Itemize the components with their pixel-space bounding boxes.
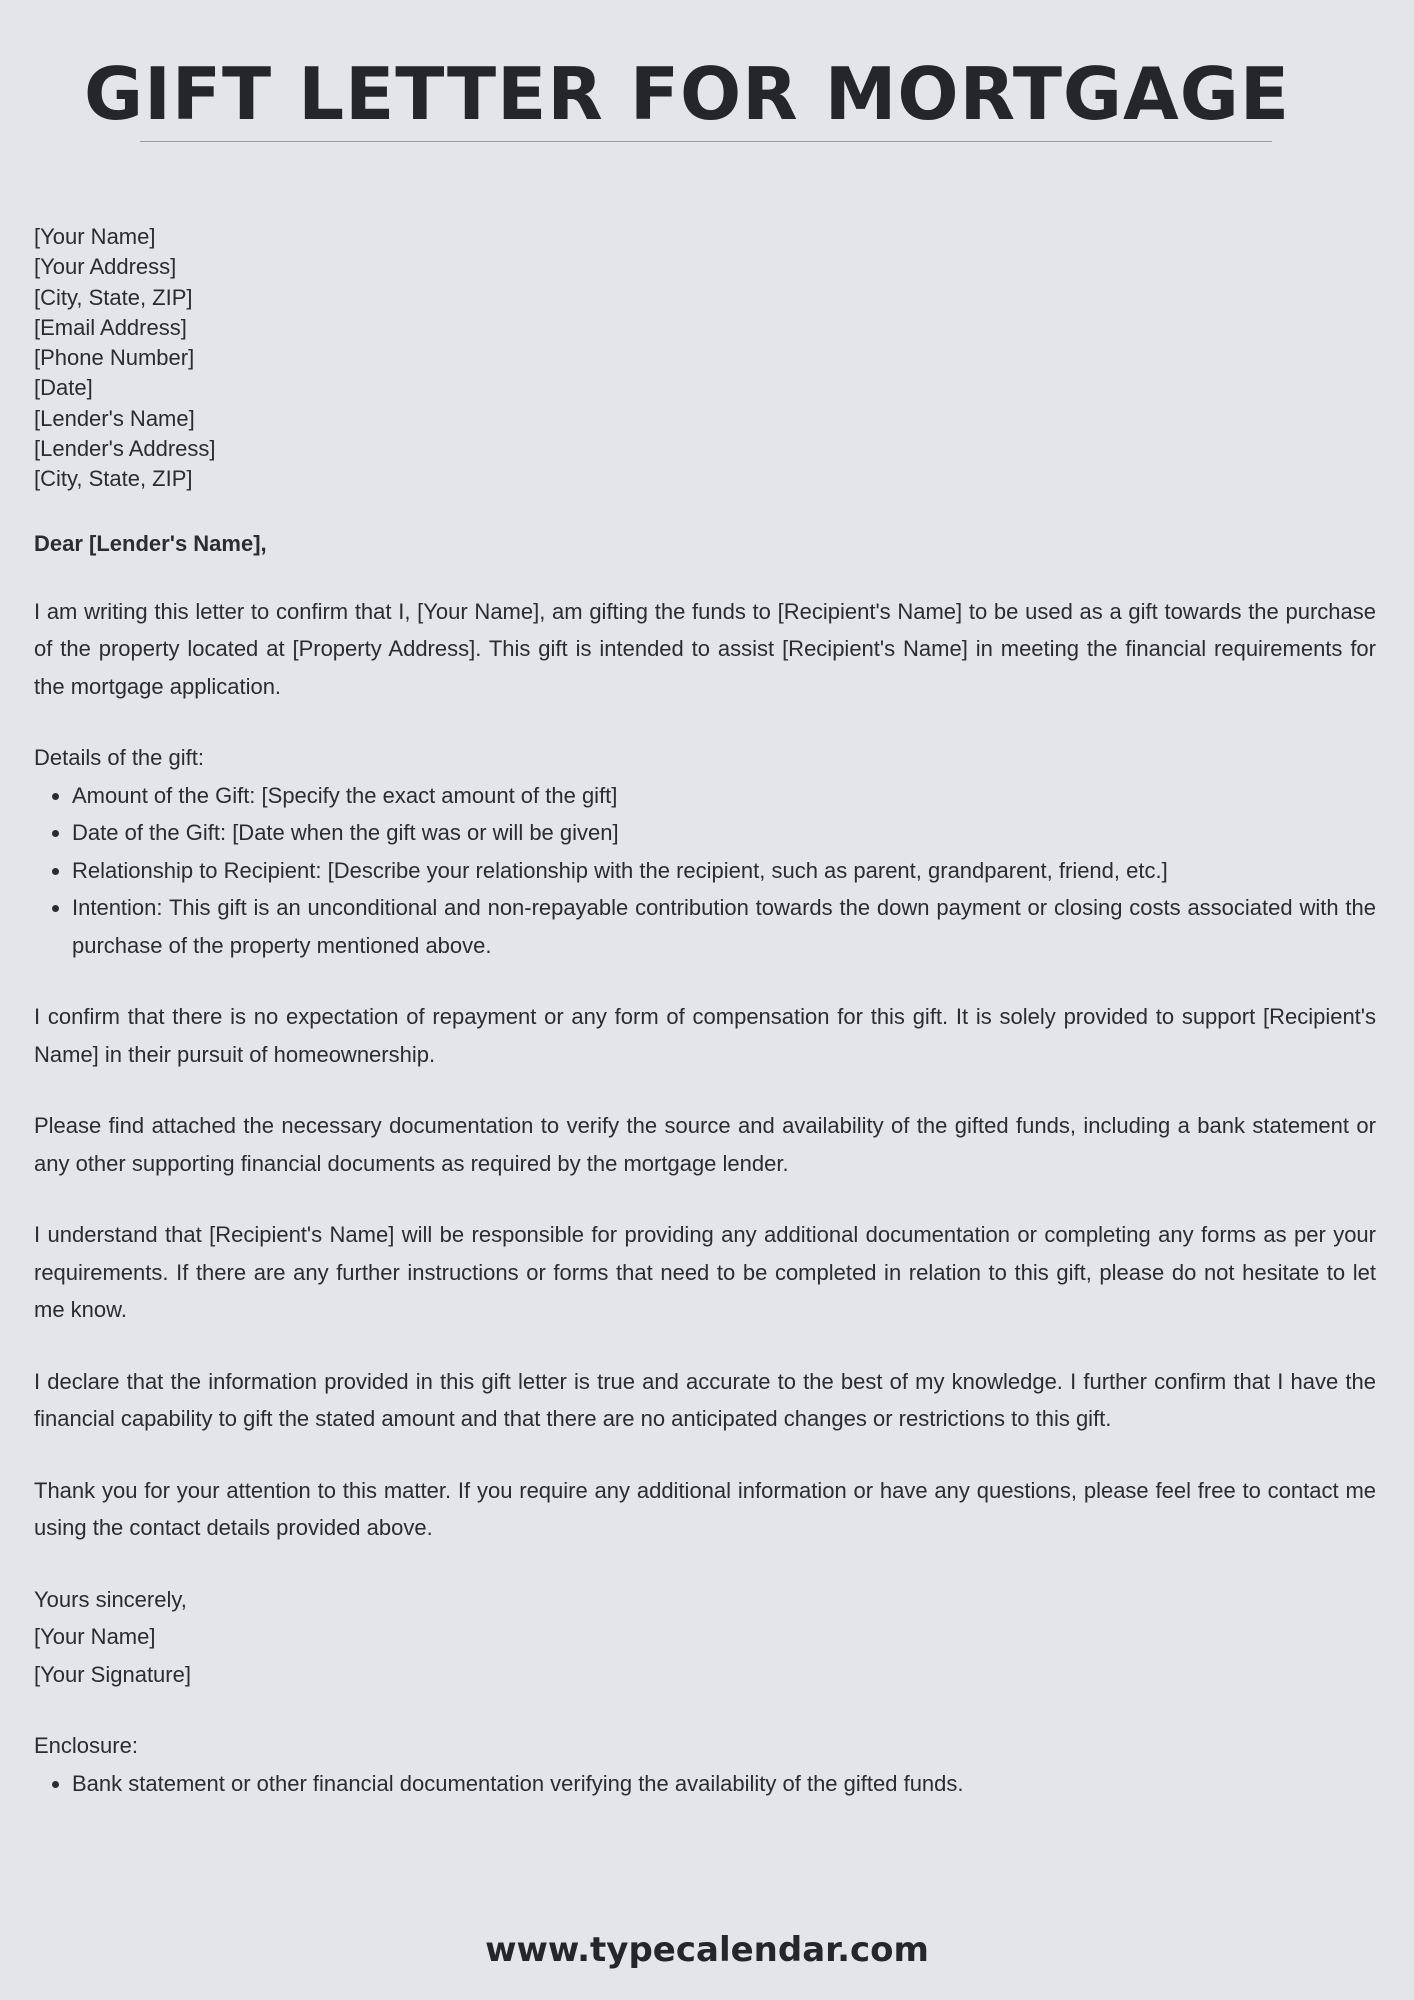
closing-signature: [Your Signature] [34,1661,191,1687]
paragraph-documentation: Please find attached the necessary documentation to verify the source and availability of the gifted funds, including a bank statement or any other supporting financial documents as required by the mortgage lender. [34,1113,1376,1176]
paragraph-no-repayment: I confirm that there is no expectation of repayment or any form of compensation for this gift. It is solely provided to support [Recipient's Name] in their pursuit of homeownership. [34,1004,1376,1067]
paragraph-recipient-responsibility: I understand that [Recipient's Name] will be responsible for providing any additional documentation or completing any forms as per your requirements. If there are any further instructions or forms that need to be completed in relation to this gift, please do not hesitate to let me know. [34,1222,1376,1323]
details-label: Details of the gift: [34,745,204,771]
sender-line: [Lender's Name] [34,405,195,431]
sender-line: [Your Name] [34,224,156,249]
list-item: • Date of the Gift: [Date when the gift was or will be given] [72,814,1376,852]
title-divider [140,141,1272,142]
list-item: • Amount of the Gift: [Specify the exact amount of the gift] [72,777,1376,815]
paragraph-declaration: I declare that the information provided in this gift letter is true and accurate to the best of my knowledge. I further confirm that I have the financial capability to gift the stated amount and that there are no anticipated changes or restrictions to this gift. [34,1368,1376,1432]
list-item: • Intention: This gift is an unconditional and non-repayable contribution towards the down payment or closing costs associated with the purchase of the property mentioned above. [72,889,1376,964]
intro-paragraph: I am writing this letter to confirm that I, [Your Name], am gifting the funds to [Recipient's Name] to be used as a gift towards the purchase of the property located at [Property Address]. This gift is intended to assist [Recipient's Name] in meeting the financial requirements for the mortgage application. [34,598,1376,699]
sender-line: [Lender's Address] [34,436,216,462]
closing-block [34,1581,1376,1694]
footer-url: www.typecalendar.com [485,1930,929,1970]
enclosure-list [34,1765,1376,1803]
sender-line: [City, State, ZIP] [34,284,193,310]
sender-block [34,222,1376,495]
sender-line: [Date] [34,375,93,401]
sender-line: [Your Address] [34,254,177,280]
document-title: GIFT LETTER FOR MORTGAGE [83,52,1291,136]
paragraph-thank-you: Thank you for your attention to this matter. If you require any additional information or have any questions, please feel free to contact me using the contact details provided above. [34,1477,1376,1541]
letter-body [34,222,1376,1802]
list-item: • Relationship to Recipient: [Describe your relationship with the recipient, such as parent, grandparent, friend, etc.] [72,852,1376,890]
sender-line: [Email Address] [34,314,187,340]
enclosure-label: Enclosure: [34,1733,138,1759]
sender-line: [Phone Number] [34,345,195,371]
closing-name: [Your Name] [34,1624,156,1650]
details-list [34,777,1376,965]
list-item: • Bank statement or other financial documentation verifying the availability of the gifted funds. [72,1765,1376,1803]
sender-line: [City, State, ZIP] [34,466,193,492]
salutation: Dear [Lender's Name], [34,530,267,556]
valediction: Yours sincerely, [34,1586,187,1612]
